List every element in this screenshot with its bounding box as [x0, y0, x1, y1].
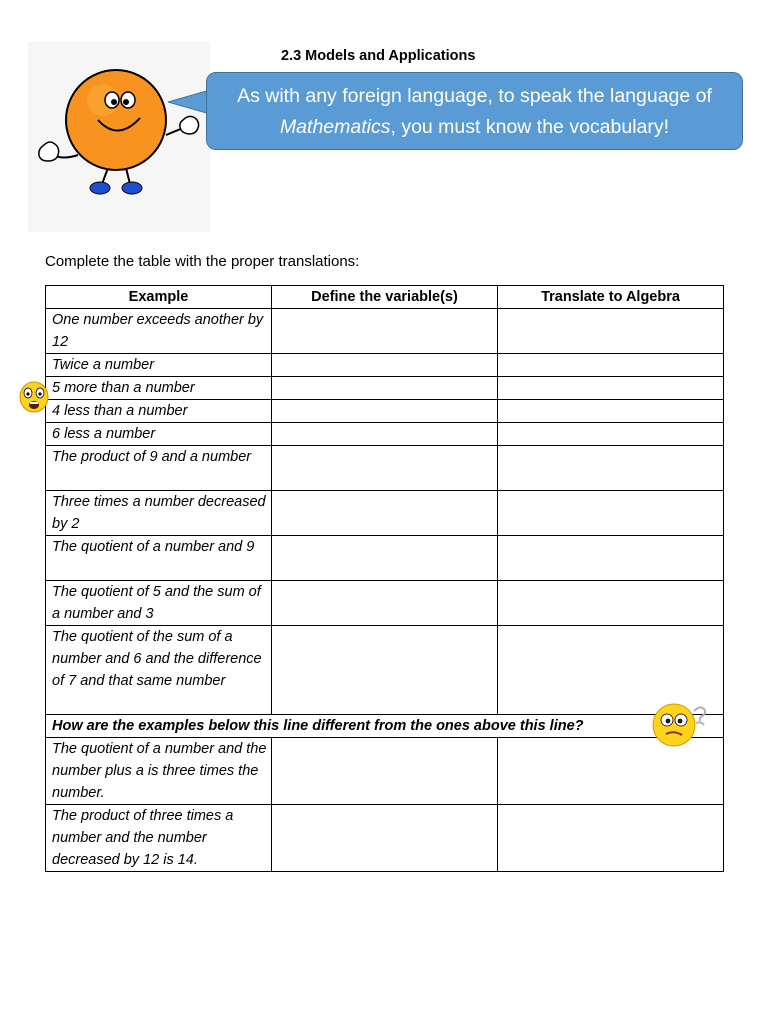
algebra-cell[interactable]: [498, 400, 724, 423]
define-variable-cell[interactable]: [272, 536, 498, 581]
define-variable-cell[interactable]: [272, 581, 498, 626]
table-row: [46, 309, 724, 354]
algebra-cell[interactable]: [498, 377, 724, 400]
example-cell: 6 less a number: [46, 423, 272, 446]
header-translate-algebra: Translate to Algebra: [498, 286, 724, 309]
example-cell: The quotient of a number and 9: [46, 536, 272, 581]
define-variable-cell[interactable]: [272, 805, 498, 872]
example-cell: The product of three times a number and the number decreased by 12 is 14.: [46, 805, 272, 872]
define-variable-cell[interactable]: [272, 377, 498, 400]
speech-bubble-tail: [168, 88, 210, 118]
algebra-cell[interactable]: [498, 423, 724, 446]
example-cell: The quotient of 5 and the sum of a number and 3: [46, 581, 272, 626]
example-cell: 5 more than a number: [46, 377, 272, 400]
table-row: [46, 581, 724, 626]
bubble-emphasis: Mathematics: [279, 116, 391, 138]
example-cell: One number exceeds another by 12: [46, 309, 272, 354]
example-cell: The quotient of a number and the number plus a is three times the number.: [46, 738, 272, 805]
algebra-cell[interactable]: [498, 354, 724, 377]
example-cell: Three times a number decreased by 2: [46, 491, 272, 536]
example-cell: The product of 9 and a number: [46, 446, 272, 491]
table-row: [46, 377, 724, 400]
define-variable-cell[interactable]: [272, 446, 498, 491]
bubble-line-1: As with any foreign language, to speak the language of: [237, 85, 712, 107]
algebra-cell[interactable]: [498, 536, 724, 581]
algebra-cell[interactable]: [498, 581, 724, 626]
table-row: [46, 446, 724, 491]
example-cell: The quotient of the sum of a number and 6 and the difference of 7 and that same number: [46, 626, 272, 715]
algebra-cell[interactable]: [498, 446, 724, 491]
bubble-line-2-rest: , you must know the vocabulary!: [390, 116, 670, 138]
define-variable-cell[interactable]: [272, 626, 498, 715]
translation-table: [45, 285, 724, 872]
table-row: [46, 536, 724, 581]
table-row: [46, 738, 724, 805]
example-cell: 4 less than a number: [46, 400, 272, 423]
page-title: 2.3 Models and Applications: [281, 48, 476, 64]
instructions: Complete the table with the proper translations:: [45, 253, 360, 270]
define-variable-cell[interactable]: [272, 738, 498, 805]
algebra-cell[interactable]: [498, 805, 724, 872]
example-cell: Twice a number: [46, 354, 272, 377]
confused-face-icon: [650, 699, 708, 749]
algebra-cell[interactable]: [498, 491, 724, 536]
table-row: [46, 400, 724, 423]
define-variable-cell[interactable]: [272, 354, 498, 377]
table-header-row: [46, 286, 724, 309]
bubble-line-2: [207, 112, 742, 143]
header-example: Example: [46, 286, 272, 309]
algebra-cell[interactable]: [498, 309, 724, 354]
divider-row: [46, 715, 724, 738]
mascot-character-icon: [38, 60, 208, 210]
define-variable-cell[interactable]: [272, 491, 498, 536]
table-row: [46, 805, 724, 872]
table-row: [46, 491, 724, 536]
scared-face-icon: [18, 380, 50, 416]
speech-bubble: [206, 72, 743, 150]
table-row: [46, 354, 724, 377]
define-variable-cell[interactable]: [272, 309, 498, 354]
table-row: [46, 626, 724, 715]
divider-question: How are the examples below this line different from the ones above this line?: [46, 715, 724, 738]
define-variable-cell[interactable]: [272, 400, 498, 423]
header-define-variables: Define the variable(s): [272, 286, 498, 309]
table-row: [46, 423, 724, 446]
define-variable-cell[interactable]: [272, 423, 498, 446]
